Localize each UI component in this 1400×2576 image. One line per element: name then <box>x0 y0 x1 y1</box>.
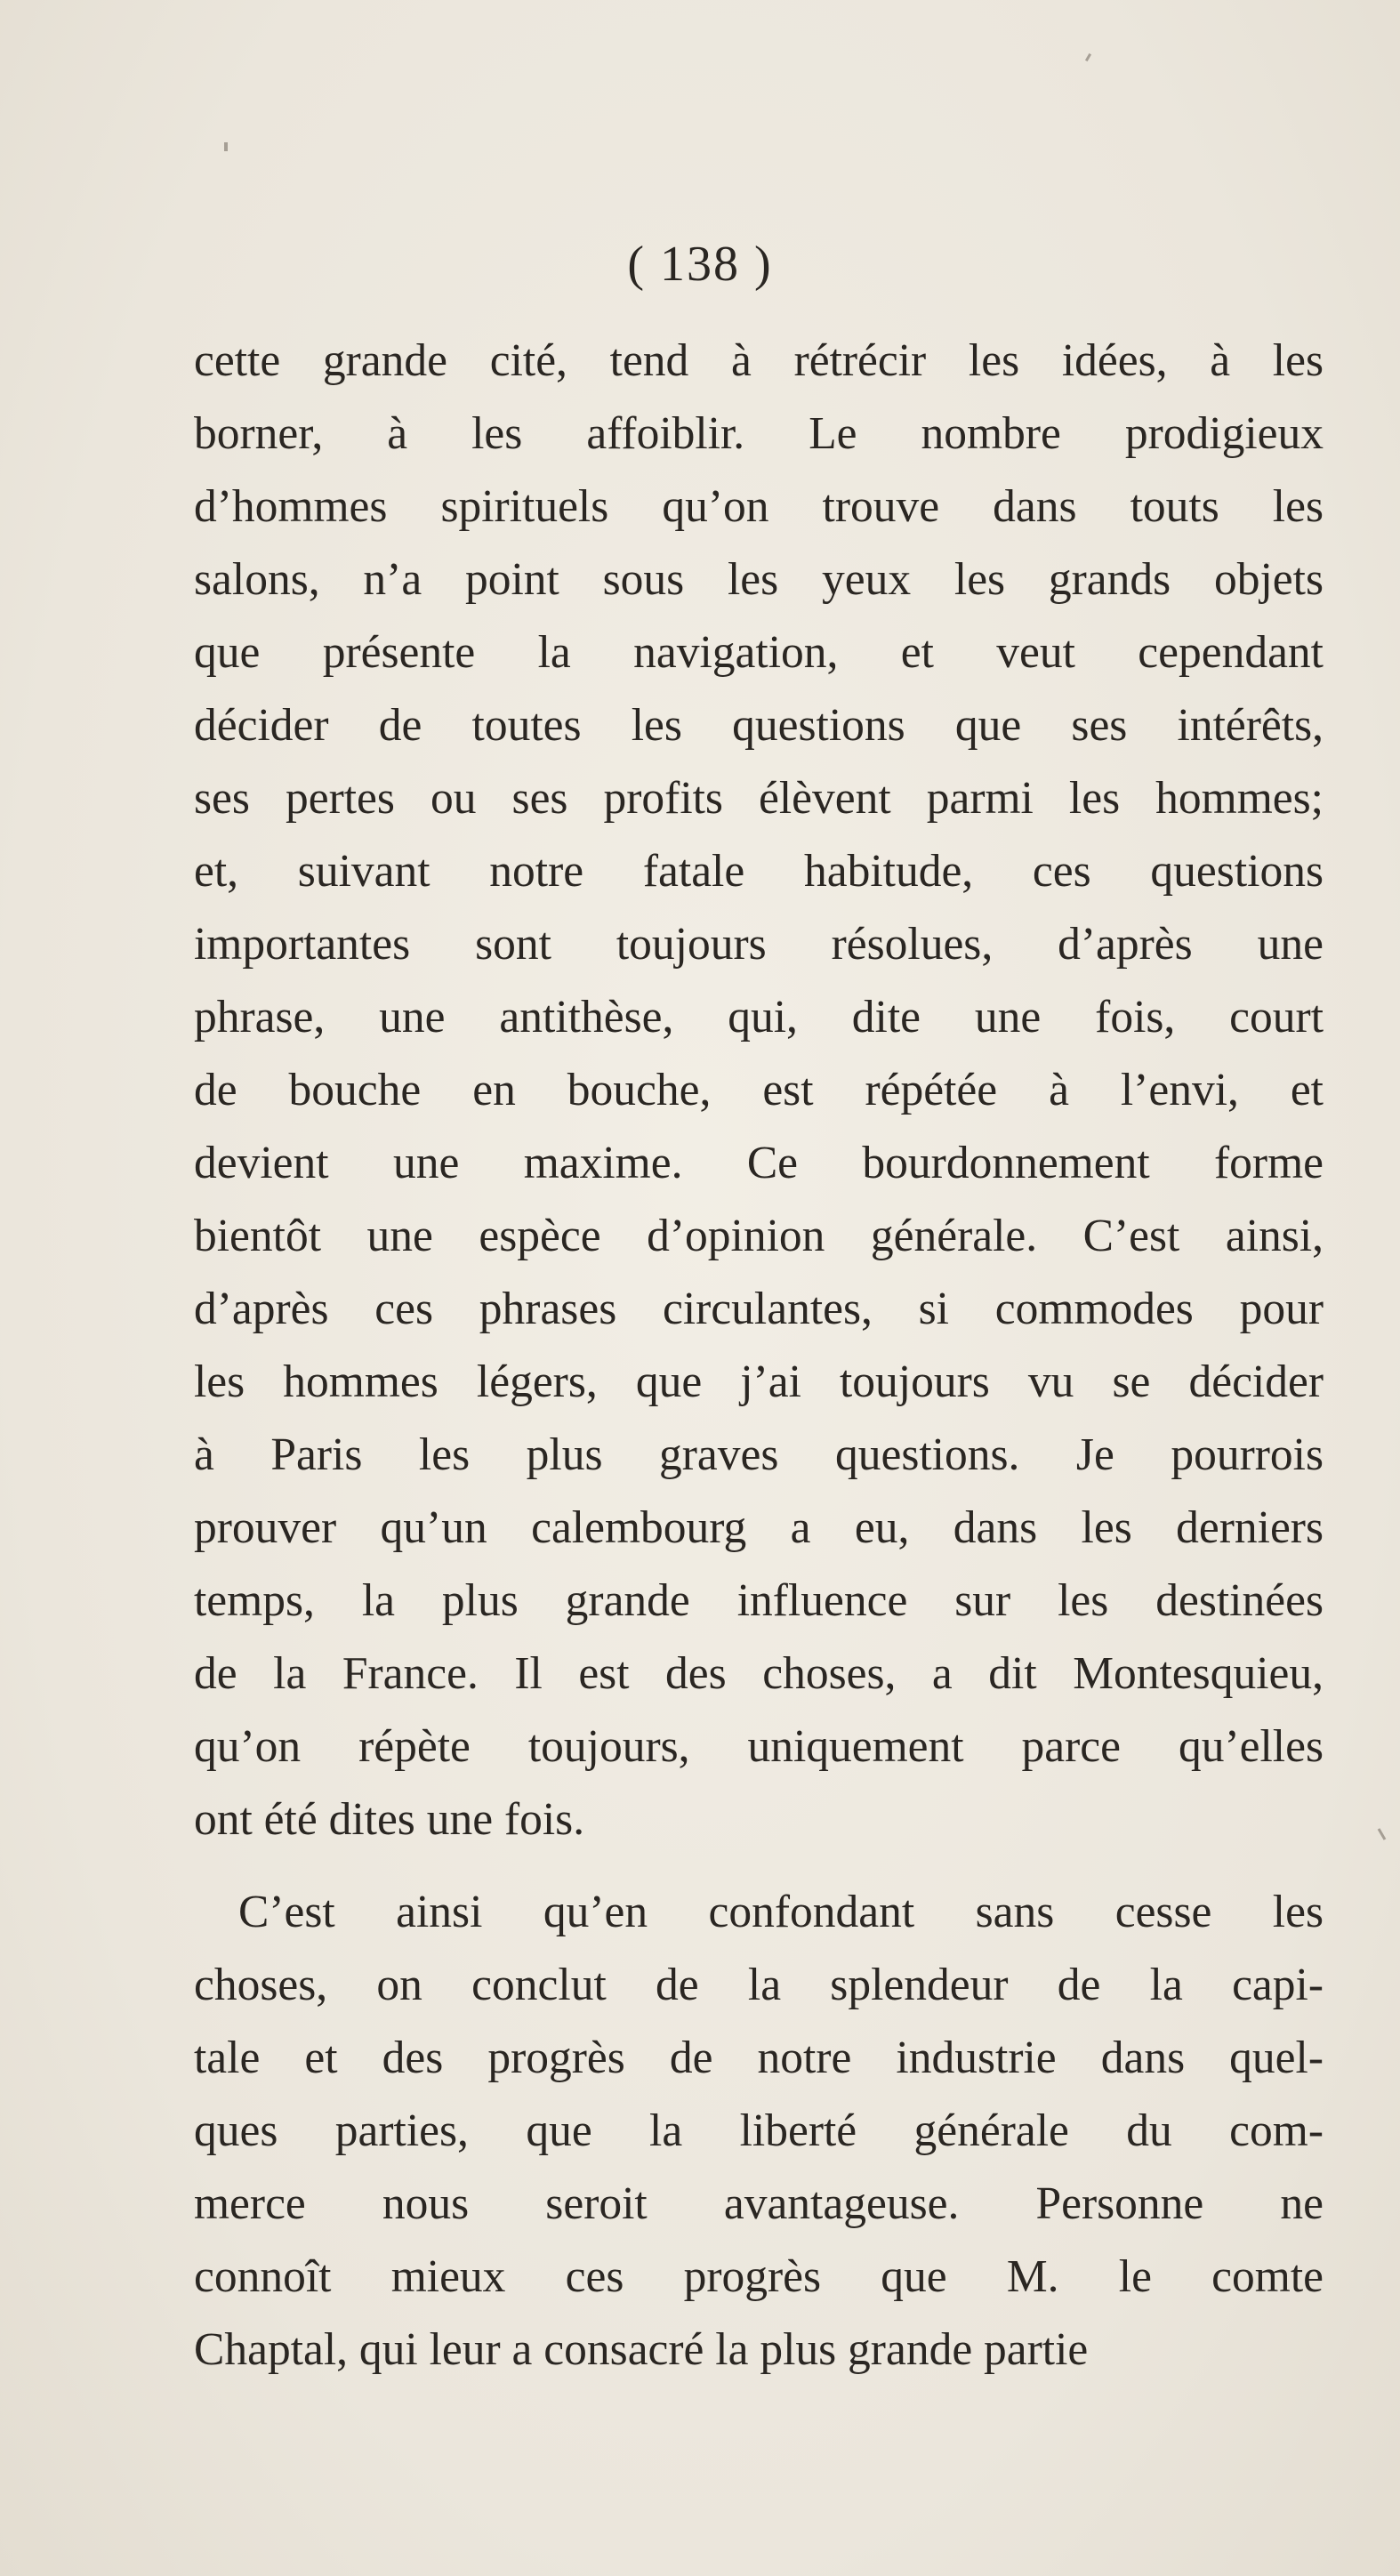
text-line: temps, la plus grande influence sur les destinées <box>194 1575 1324 1626</box>
paragraph <box>194 325 1324 1856</box>
text-line: Chaptal, qui leur a consacré la plus grande partie <box>194 2324 1089 2375</box>
text-line: bientôt une espèce d’opinion générale. C’est ainsi, <box>194 1211 1324 1261</box>
text-line: que présente la navigation, et veut cependant <box>194 627 1324 678</box>
text-line: ont été dites une fois. <box>194 1794 585 1845</box>
body-text <box>194 325 1324 2387</box>
text-line: ses pertes ou ses profits élèvent parmi les hommes; <box>194 773 1324 824</box>
text-line: tale et des progrès de notre industrie dans quel- <box>194 2033 1324 2083</box>
text-line: borner, à les affoiblir. Le nombre prodigieux <box>194 408 1324 459</box>
text-line: merce nous seroit avantageuse. Personne ne <box>194 2178 1324 2229</box>
text-line: qu’on répète toujours, uniquement parce qu’elles <box>194 1721 1324 1772</box>
text-line: décider de toutes les questions que ses intérêts, <box>194 700 1324 751</box>
text-line: les hommes légers, que j’ai toujours vu se décider <box>194 1356 1324 1407</box>
page-number: ( 138 ) <box>627 237 773 292</box>
text-line: ques parties, que la liberté générale du com- <box>194 2105 1324 2156</box>
paragraph-gap <box>194 1856 1324 1876</box>
text-line: de la France. Il est des choses, a dit Montesquieu, <box>194 1648 1324 1699</box>
text-line: phrase, une antithèse, qui, dite une fois, court <box>194 992 1324 1042</box>
ink-speck <box>1085 53 1091 61</box>
text-line: d’après ces phrases circulantes, si commodes pour <box>194 1284 1324 1334</box>
text-line: C’est ainsi qu’en confondant sans cesse les <box>238 1887 1324 1937</box>
text-line: devient une maxime. Ce bourdonnement forme <box>194 1138 1324 1188</box>
text-line: prouver qu’un calembourg a eu, dans les derniers <box>194 1502 1324 1553</box>
text-line: cette grande cité, tend à rétrécir les idées, à les <box>194 335 1324 386</box>
text-line: à Paris les plus graves questions. Je pourrois <box>194 1429 1324 1480</box>
ink-speck <box>1378 1828 1387 1840</box>
text-line: connoît mieux ces progrès que M. le comte <box>194 2251 1324 2302</box>
text-line: et, suivant notre fatale habitude, ces questions <box>194 846 1324 897</box>
ink-speck <box>224 142 228 151</box>
text-line: importantes sont toujours résolues, d’après une <box>194 919 1324 970</box>
text-line: choses, on conclut de la splendeur de la capi- <box>194 1960 1324 2010</box>
text-line: d’hommes spirituels qu’on trouve dans touts les <box>194 481 1324 532</box>
text-line: salons, n’a point sous les yeux les grands objets <box>194 554 1324 605</box>
paragraph <box>194 1876 1324 2387</box>
text-line: de bouche en bouche, est répétée à l’envi, et <box>194 1065 1324 1115</box>
